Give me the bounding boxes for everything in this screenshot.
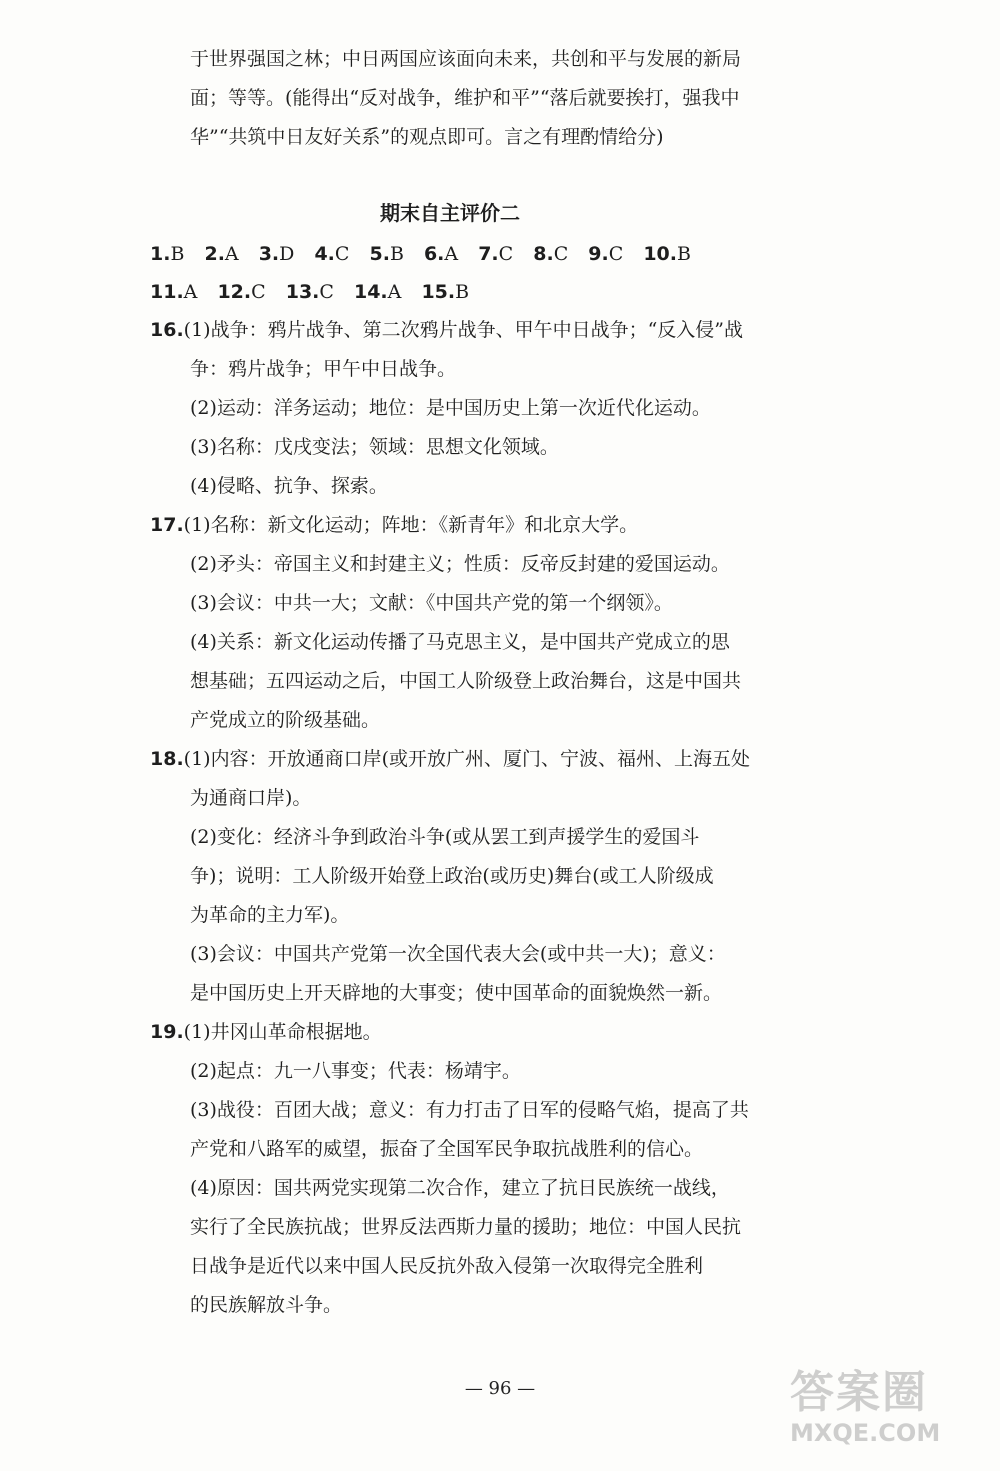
mc-item: 11.A bbox=[150, 281, 198, 303]
mc-row-2 bbox=[150, 273, 750, 311]
q17-line-2: (2)矛头：帝国主义和封建主义；性质：反帝反封建的爱国运动。 bbox=[190, 553, 730, 575]
q19-line-5: (4)原因：国共两党实现第二次合作，建立了抗日民族统一战线， bbox=[190, 1177, 730, 1199]
site-watermark bbox=[790, 1368, 980, 1458]
question-16 bbox=[150, 311, 750, 506]
mc-item: 8.C bbox=[533, 243, 569, 265]
mc-row-1 bbox=[150, 235, 750, 273]
mc-item: 5.B bbox=[369, 243, 404, 265]
question-number: 17. bbox=[150, 514, 184, 536]
mc-item: 7.C bbox=[478, 243, 514, 265]
q19-line-7: 日战争是近代以来中国人民反抗外敌入侵第一次取得完全胜利 bbox=[190, 1255, 704, 1277]
mc-item: 4.C bbox=[314, 243, 350, 265]
question-number: 18. bbox=[150, 748, 184, 770]
mc-item: 3.D bbox=[258, 243, 295, 265]
mc-item: 2.A bbox=[204, 243, 239, 265]
mc-item: 6.A bbox=[423, 243, 459, 265]
q16-line-3: (2)运动：洋务运动；地位：是中国历史上第一次近代化运动。 bbox=[190, 397, 711, 419]
mc-item: 14.A bbox=[353, 281, 402, 303]
q18-line-5: 为革命的主力军)。 bbox=[190, 904, 350, 926]
q19-line-3: (3)战役：百团大战；意义：有力打击了日军的侵略气焰，提高了共 bbox=[190, 1099, 749, 1121]
q19-line-6: 实行了全民族抗战；世界反法西斯力量的援助；地位：中国人民抗 bbox=[190, 1216, 742, 1238]
q19-line-8: 的民族解放斗争。 bbox=[190, 1294, 343, 1316]
intro-continuation bbox=[150, 40, 750, 157]
q19-line-2: (2)起点：九一八事变；代表：杨靖宇。 bbox=[190, 1060, 521, 1082]
mc-item: 1.B bbox=[150, 243, 185, 265]
q17-line-5: 想基础；五四运动之后，中国工人阶级登上政治舞台，这是中国共 bbox=[190, 670, 742, 692]
q17-line-6: 产党成立的阶级基础。 bbox=[190, 709, 381, 731]
watermark-url: MXQE.COM bbox=[790, 1419, 941, 1447]
mc-item: 13.C bbox=[285, 281, 334, 303]
multiple-choice-answers bbox=[150, 235, 750, 311]
intro-line-3: 华”“共筑中日友好关系”的观点即可。言之有理酌情给分) bbox=[190, 126, 664, 148]
mc-item: 10.B bbox=[643, 243, 691, 265]
q16-line-5: (4)侵略、抗争、探索。 bbox=[190, 475, 388, 497]
q18-line-3: (2)变化：经济斗争到政治斗争(或从罢工到声援学生的爱国斗 bbox=[190, 826, 700, 848]
intro-line-1: 于世界强国之林；中日两国应该面向未来，共创和平与发展的新局 bbox=[190, 48, 742, 70]
q16-line-4: (3)名称：戊戌变法；领域：思想文化领域。 bbox=[190, 436, 559, 458]
question-19 bbox=[150, 1013, 750, 1325]
watermark-logo-text: 答案圈 bbox=[790, 1367, 928, 1418]
q17-line-4: (4)关系：新文化运动传播了马克思主义，是中国共产党成立的思 bbox=[190, 631, 730, 653]
q16-line-1: 16.(1)战争：鸦片战争、第二次鸦片战争、甲午中日战争；“反入侵”战 bbox=[150, 319, 744, 341]
mc-item: 12.C bbox=[217, 281, 266, 303]
q17-line-3: (3)会议：中共一大；文献：《中国共产党的第一个纲领》。 bbox=[190, 592, 673, 614]
q19-line-1: 19.(1)井冈山革命根据地。 bbox=[150, 1021, 382, 1043]
q19-line-4: 产党和八路军的威望，振奋了全国军民争取抗战胜利的信心。 bbox=[190, 1138, 704, 1160]
intro-line-2: 面；等等。(能得出“反对战争，维护和平”“落后就要挨打，强我中 bbox=[190, 87, 740, 109]
mc-item: 15.B bbox=[421, 281, 470, 303]
q18-line-7: 是中国历史上开天辟地的大事变；使中国革命的面貌焕然一新。 bbox=[190, 982, 723, 1004]
section-title: 期末自主评价二 bbox=[380, 201, 520, 225]
answer-page bbox=[150, 40, 750, 1325]
question-number: 16. bbox=[150, 319, 184, 341]
q18-line-1: 18.(1)内容：开放通商口岸(或开放广州、厦门、宁波、福州、上海五处 bbox=[150, 748, 750, 770]
question-number: 19. bbox=[150, 1021, 184, 1043]
q17-line-1: 17.(1)名称：新文化运动；阵地：《新青年》和北京大学。 bbox=[150, 514, 639, 536]
mc-item: 9.C bbox=[588, 243, 624, 265]
q18-line-4: 争)；说明：工人阶级开始登上政治(或历史)舞台(或工人阶级成 bbox=[190, 865, 714, 887]
page-number: — 96 — bbox=[464, 1378, 536, 1399]
question-17 bbox=[150, 506, 750, 740]
question-18 bbox=[150, 740, 750, 1013]
q18-line-2: 为通商口岸)。 bbox=[190, 787, 312, 809]
q16-line-2: 争：鸦片战争；甲午中日战争。 bbox=[190, 358, 457, 380]
q18-line-6: (3)会议：中国共产党第一次全国代表大会(或中共一大)；意义： bbox=[190, 943, 726, 965]
